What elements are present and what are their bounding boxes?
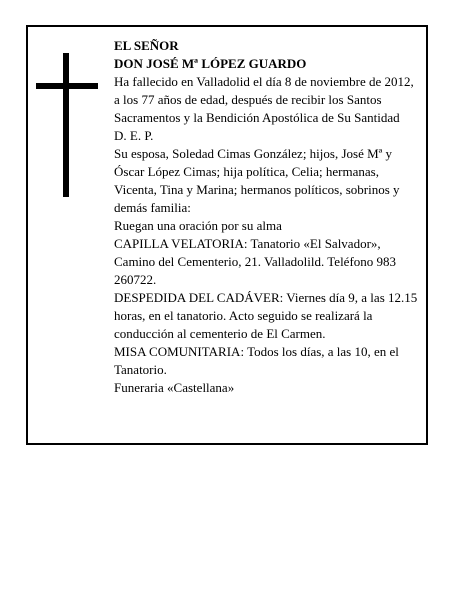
deceased-name: DON JOSÉ Mª LÓPEZ GUARDO xyxy=(114,56,307,71)
mass-paragraph: MISA COMUNITARIA: Todos los días, a las 10, en el Tanatorio. xyxy=(114,344,399,377)
cross-vertical-bar xyxy=(63,53,69,197)
death-paragraph: Ha fallecido en Valladolid el día 8 de noviembre de 2012, a los 77 años de edad, después de recibir los Santos Sacramentos y la Bendición Apostólica de Su Santidad xyxy=(114,74,414,125)
dep-line: D. E. P. xyxy=(114,128,154,143)
chapel-paragraph: CAPILLA VELATORIA: Tanatorio «El Salvador», Camino del Cementerio, 21. Valladolild. Teléfono 983 260722. xyxy=(114,236,397,287)
family-paragraph: Su esposa, Soledad Cimas González; hijos, José Mª y Óscar López Cimas; hija política, Celia; hermanas, Vicenta, Tina y Marina; hermanos políticos, sobrinos y demás familia: xyxy=(114,146,400,215)
funeral-home: Funeraria «Castellana» xyxy=(114,380,235,395)
farewell-paragraph: DESPEDIDA DEL CADÁVER: Viernes día 9, a las 12.15 horas, en el tanatorio. Acto seguido se realizará la conducción al cementerio de El Carmen. xyxy=(114,290,418,341)
obituary-text xyxy=(114,37,420,397)
title-line: EL SEÑOR xyxy=(114,38,179,53)
cross-horizontal-bar xyxy=(36,83,98,89)
prayer-request: Ruegan una oración por su alma xyxy=(114,218,282,233)
latin-cross-icon xyxy=(36,53,98,197)
